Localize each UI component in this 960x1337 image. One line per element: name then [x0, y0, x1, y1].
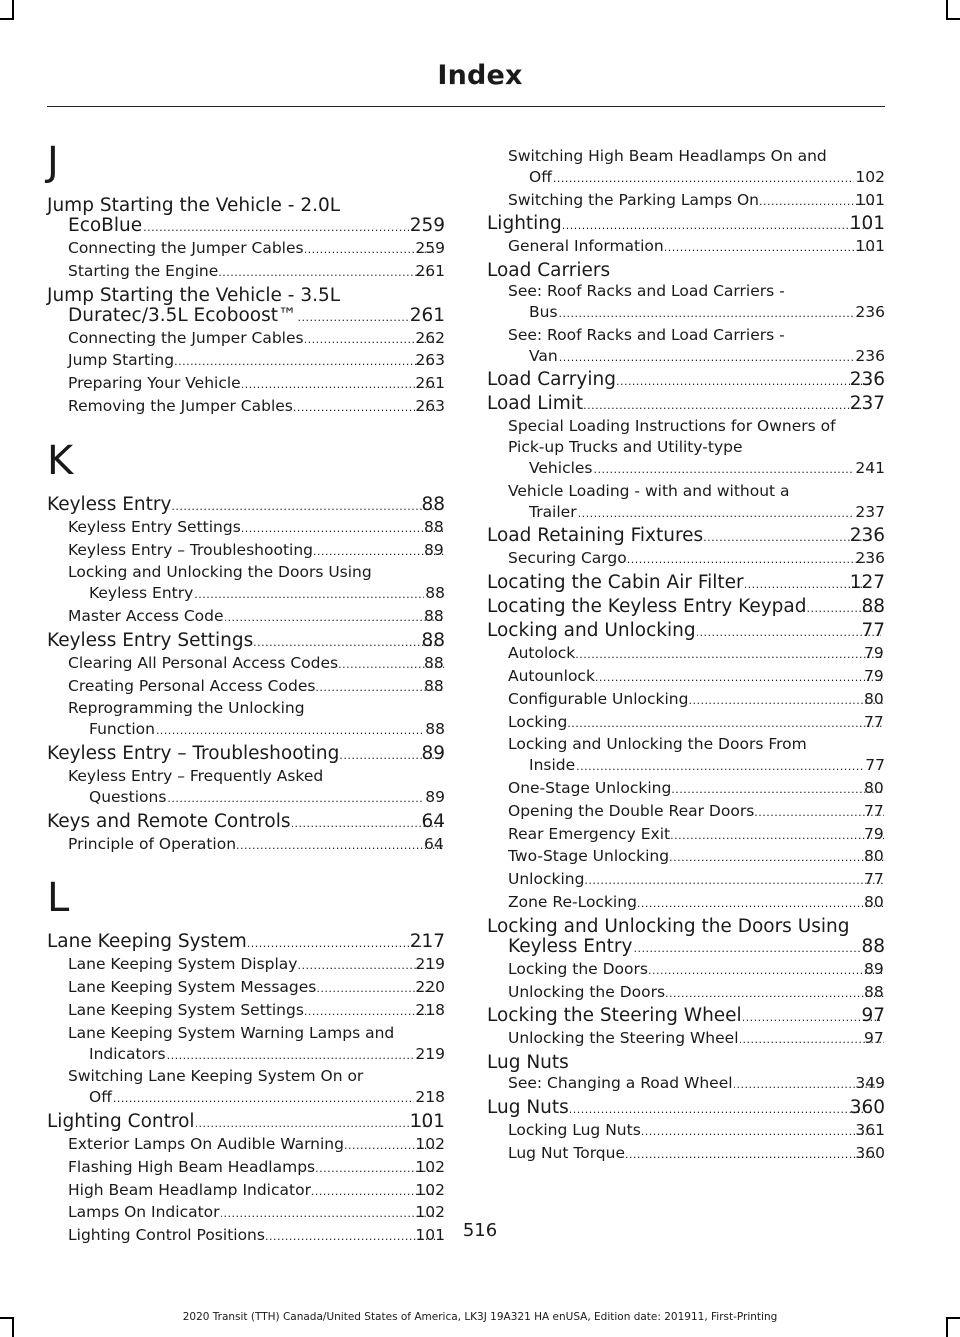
entry-text: Locking and Unlocking the Doors From — [508, 735, 807, 754]
entry-text: Special Loading Instructions for Owners of — [508, 417, 836, 436]
index-subentry — [47, 261, 445, 284]
index-subentry: Keyless Entry Settings ..... 88 — [47, 517, 445, 540]
index-entry — [487, 1053, 885, 1073]
section-letter: K — [47, 437, 74, 484]
leader-dots — [568, 712, 884, 735]
index-subentry — [487, 548, 885, 571]
page-ref: 236 — [855, 346, 885, 365]
entry-text: Locking Lug Nuts — [508, 1120, 641, 1139]
entry-text: Lighting Control Positions — [68, 1226, 265, 1245]
page-ref: 236 — [855, 549, 885, 568]
entry-text: Keyless Entry — [508, 935, 633, 957]
page-ref: 237 — [849, 393, 885, 415]
entry-text: Vehicles — [529, 458, 593, 477]
page-title: Index — [437, 60, 523, 91]
index-subentry: One-Stage Unlocking ..... 80 — [487, 778, 885, 801]
leader-dots — [672, 778, 884, 801]
page-ref: 261 — [415, 261, 445, 280]
leader-dots — [563, 214, 870, 236]
page-ref: 101 — [849, 213, 885, 235]
index-subentry: Unlocking the Steering Wheel ..... 97 — [487, 1028, 885, 1051]
page-ref: 101 — [855, 237, 885, 256]
leader-dots — [626, 1143, 875, 1166]
entry-text: Securing Cargo — [508, 549, 627, 568]
leader-dots — [553, 167, 855, 190]
page-ref: 88 — [421, 629, 445, 651]
leader-dots — [642, 1120, 876, 1143]
entry-text: Keyless Entry — [89, 584, 194, 603]
page-ref: 218 — [415, 1088, 445, 1107]
entry-text: Keyless Entry – Frequently Asked — [68, 766, 324, 785]
section-letter: L — [47, 875, 70, 922]
index-subentry: Clearing All Personal Access Codes ..... 88 — [47, 653, 445, 676]
entry-text: Questions — [89, 787, 167, 806]
leader-dots — [167, 787, 424, 810]
entry-text: Creating Personal Access Codes — [68, 676, 316, 695]
index-subentry — [47, 954, 445, 977]
index-entry — [47, 196, 445, 238]
index-subentry — [47, 1000, 445, 1023]
index-subentry: Principle of Operation ..... 64 — [47, 834, 445, 857]
page-ref: 236 — [849, 525, 885, 547]
leader-dots — [237, 834, 444, 857]
entry-text: Lighting Control — [47, 1110, 195, 1132]
index-subentry — [47, 373, 445, 396]
entry-text: Connecting the Jumper Cables — [68, 239, 304, 257]
page-ref: 102 — [415, 1180, 445, 1199]
entry-text: Locking — [508, 712, 568, 731]
entry-text: Connecting the Jumper Cables — [68, 328, 304, 347]
entry-text: Keyless Entry Settings — [68, 517, 241, 536]
leader-dots — [697, 621, 882, 643]
crop-mark-top-right-h — [946, 18, 960, 20]
index-entry — [487, 597, 885, 619]
page-ref: 263 — [415, 351, 445, 370]
entry-text: Unlocking the Steering Wheel — [508, 1029, 739, 1048]
edition-footer: 2020 Transit (TTH) Canada/United States of America, LK3J 19A321 HA enUSA, Edition date: 201911, First-Printing — [182, 1311, 778, 1323]
index-subentry: Two-Stage Unlocking ..... 80 — [487, 846, 885, 869]
entry-text: Function — [89, 720, 155, 739]
index-subentry — [47, 562, 445, 606]
entry-text: Inside — [529, 756, 576, 775]
index-entry — [47, 495, 445, 517]
entry-text: Keyless Entry – Troubleshooting — [47, 742, 340, 764]
entry-text: Locating the Cabin Air Filter — [487, 572, 744, 594]
entry-text: Opening the Double Rear Doors — [508, 801, 755, 820]
index-entry — [487, 573, 885, 595]
entry-text: Jump Starting the Vehicle - 2.0L — [47, 195, 341, 216]
page-ref: 89 — [421, 742, 445, 764]
entry-text: Starting the Engine — [68, 261, 219, 280]
entry-text: Reprogramming the Unlocking — [68, 699, 305, 718]
entry-text: Lug Nut Torque — [508, 1143, 625, 1162]
entry-text: Lane Keeping System Warning Lamps and — [68, 1023, 395, 1042]
leader-dots — [617, 370, 870, 392]
entry-text: Load Carrying — [487, 369, 616, 391]
index-subentry — [487, 734, 885, 778]
leader-dots — [740, 1028, 884, 1051]
entry-text: Bus — [529, 302, 558, 321]
section-letter: J — [47, 139, 59, 185]
index-entry — [487, 370, 885, 392]
index-subentry: Keyless Entry – Troubleshooting ..... 89 — [47, 540, 445, 563]
entry-text: Principle of Operation — [68, 834, 237, 853]
index-entry — [47, 744, 445, 766]
page-ref: 77 — [865, 756, 885, 775]
page-ref: 236 — [855, 302, 885, 321]
entry-text: Exterior Lamps On Audible Warning — [68, 1134, 344, 1153]
index-subentry: Autolock ..... 79 — [487, 643, 885, 666]
entry-text: Autolock — [508, 644, 576, 663]
entry-text: Load Limit — [487, 393, 584, 415]
leader-dots — [156, 719, 424, 742]
leader-dots — [254, 631, 441, 653]
entry-text: One-Stage Unlocking — [508, 778, 672, 797]
leader-dots — [734, 1073, 876, 1096]
index-subentry: Rear Emergency Exit ..... 79 — [487, 824, 885, 847]
page-ref: 237 — [855, 502, 885, 521]
entry-text: Load Retaining Fixtures — [487, 525, 704, 547]
page-ref: 127 — [849, 572, 885, 594]
leader-dots — [242, 373, 436, 396]
index-column-right — [487, 146, 885, 1166]
index-column-left — [47, 136, 445, 1248]
index-subentry — [487, 281, 885, 325]
entry-text: Switching Lane Keeping System On or — [68, 1067, 364, 1086]
leader-dots — [596, 666, 884, 689]
index-subentry: Master Access Code ..... 88 — [47, 606, 445, 629]
page-ref: 88 — [861, 596, 885, 618]
page-ref: 88 — [861, 935, 885, 957]
index-subentry: Opening the Double Rear Doors ..... 77 — [487, 801, 885, 824]
entry-text: Flashing High Beam Headlamps — [68, 1157, 316, 1176]
entry-text: Preparing Your Vehicle — [68, 374, 241, 393]
entry-text: Locating the Keyless Entry Keypad — [487, 596, 807, 618]
index-entry — [47, 1112, 445, 1134]
entry-text: Jump Starting the Vehicle - 3.5L — [47, 284, 341, 306]
page-ref: 360 — [849, 1096, 885, 1118]
index-subentry — [47, 766, 445, 810]
leader-dots — [559, 346, 855, 369]
page-ref: 101 — [415, 1226, 445, 1245]
index-entry — [47, 932, 445, 954]
entry-text: Keyless Entry Settings — [47, 629, 254, 651]
index-entry — [487, 917, 885, 959]
page-ref: 102 — [415, 1134, 445, 1153]
page-ref: 236 — [849, 369, 885, 391]
index-subentry — [47, 1023, 445, 1067]
entry-text: Unlocking — [508, 870, 585, 889]
leader-dots — [585, 869, 884, 892]
index-entry — [47, 286, 445, 328]
entry-text: General Information — [508, 237, 664, 256]
page-ref: 219 — [415, 955, 445, 974]
page-ref: 241 — [855, 458, 885, 477]
index-subentry — [47, 977, 445, 1000]
crop-mark-top-right — [946, 0, 948, 20]
entry-text: Clearing All Personal Access Codes — [68, 653, 339, 672]
page-ref: 217 — [409, 931, 445, 953]
entry-text: Locking and Unlocking the Doors Using — [487, 915, 850, 937]
leader-dots — [196, 1112, 430, 1134]
index-subentry — [487, 481, 885, 525]
index-subentry — [47, 396, 445, 419]
page-ref: 77 — [861, 620, 885, 642]
index-subentry — [487, 1120, 885, 1143]
page-ref: 88 — [425, 584, 445, 603]
entry-text: EcoBlue — [68, 215, 143, 236]
page-ref: 263 — [415, 396, 445, 415]
leader-dots — [292, 812, 442, 834]
page-ref: 259 — [409, 215, 445, 236]
index-entry — [47, 631, 445, 653]
entry-text: Lamps On Indicator — [68, 1203, 220, 1222]
index-subentry: Locking the Doors ..... 89 — [487, 959, 885, 982]
leader-dots — [670, 846, 884, 869]
index-subentry — [47, 1134, 445, 1157]
entry-text: Switching High Beam Headlamps On and — [508, 147, 827, 165]
entry-text: Keys and Remote Controls — [47, 810, 291, 832]
page-number: 516 — [462, 1220, 498, 1241]
index-subentry — [47, 328, 445, 351]
index-subentry: Unlocking the Doors ..... 88 — [487, 982, 885, 1005]
page-ref: 262 — [415, 328, 445, 347]
entry-text: Duratec/3.5L Ecoboost™ — [68, 304, 297, 326]
page-ref: 101 — [855, 190, 885, 209]
entry-text: Rear Emergency Exit — [508, 824, 671, 843]
leader-dots — [594, 458, 855, 481]
page-ref: 360 — [855, 1143, 885, 1162]
leader-dots — [194, 583, 424, 606]
index-subentry — [487, 325, 885, 369]
index-subentry: Creating Personal Access Codes ..... 88 — [47, 676, 445, 699]
crop-mark-top-left — [12, 0, 14, 20]
entry-text: Van — [529, 346, 558, 365]
leader-dots — [649, 959, 884, 982]
index-subentry — [47, 1157, 445, 1180]
index-subentry — [47, 350, 445, 373]
index-entry — [487, 621, 885, 643]
entry-text: Vehicle Loading - with and without a — [508, 481, 790, 500]
page-ref: 220 — [415, 978, 445, 997]
page-ref: 102 — [855, 167, 885, 186]
page-ref: 101 — [409, 1110, 445, 1132]
index-subentry: Zone Re-Locking ..... 80 — [487, 892, 885, 915]
page-ref: 102 — [415, 1157, 445, 1176]
leader-dots — [242, 517, 444, 540]
leader-dots — [298, 306, 409, 328]
entry-text: Trailer — [529, 502, 577, 521]
index-entry — [487, 394, 885, 416]
index-subentry — [47, 1066, 445, 1110]
entry-text: Locking the Steering Wheel — [487, 1005, 742, 1027]
page-ref: 349 — [855, 1074, 885, 1093]
entry-text: Load Carriers — [487, 260, 611, 282]
page-ref: 261 — [415, 374, 445, 393]
page-ref: 259 — [415, 239, 445, 257]
entry-text: Lug Nuts — [487, 1052, 569, 1074]
entry-text: Locking and Unlocking — [487, 620, 696, 642]
index-subentry — [487, 190, 885, 213]
leader-dots — [665, 236, 876, 259]
index-subentry — [487, 1073, 885, 1096]
page-ref: 88 — [425, 720, 445, 739]
header-divider — [47, 106, 885, 107]
leader-dots — [143, 216, 409, 238]
page-ref: 218 — [415, 1000, 445, 1019]
entry-text: Master Access Code — [68, 606, 224, 625]
entry-text: See: Roof Racks and Load Carriers - — [508, 325, 785, 344]
entry-text: Lane Keeping System — [47, 931, 247, 953]
leader-dots — [704, 526, 869, 548]
entry-text: Indicators — [89, 1044, 166, 1063]
leader-dots — [633, 937, 860, 959]
entry-text: High Beam Headlamp Indicator — [68, 1180, 311, 1199]
entry-text: Lane Keeping System Display — [68, 955, 298, 974]
leader-dots — [578, 502, 855, 525]
page-ref: 102 — [415, 1203, 445, 1222]
crop-mark-top-left-h — [0, 18, 14, 20]
leader-dots — [219, 261, 435, 284]
entry-text: Autounlock — [508, 666, 595, 685]
page-ref: 361 — [855, 1120, 885, 1139]
entry-text: Lane Keeping System Messages — [68, 978, 317, 997]
leader-dots — [689, 689, 884, 712]
page-ref: 89 — [425, 787, 445, 806]
index-subentry: Autounlock ..... 79 — [487, 666, 885, 689]
page-ref: 64 — [421, 810, 445, 832]
index-subentry — [47, 698, 445, 742]
index-entry — [47, 812, 445, 834]
entry-text: Keyless Entry – Troubleshooting — [68, 540, 313, 559]
entry-text: Switching the Parking Lamps On — [508, 190, 759, 209]
entry-text: Pick-up Trucks and Utility-type — [508, 438, 743, 457]
entry-text: See: Changing a Road Wheel — [508, 1074, 733, 1093]
entry-text: Zone Re-Locking — [508, 892, 637, 911]
leader-dots — [576, 643, 884, 666]
index-entry — [487, 261, 885, 281]
entry-text: Lane Keeping System Settings — [68, 1000, 304, 1019]
entry-text: Lighting — [487, 213, 562, 235]
entry-text: Configurable Unlocking — [508, 689, 689, 708]
entry-text: Locking the Doors — [508, 959, 648, 978]
leader-dots — [294, 396, 436, 419]
index-entry — [487, 1098, 885, 1120]
leader-dots — [570, 1098, 870, 1120]
index-subentry — [47, 238, 445, 261]
entry-text: Off — [89, 1088, 112, 1107]
page-ref: 97 — [861, 1005, 885, 1027]
leader-dots — [628, 548, 876, 571]
leader-dots — [248, 932, 430, 954]
leader-dots — [167, 1044, 415, 1067]
page-ref: 88 — [421, 493, 445, 515]
entry-text: Jump Starting — [68, 351, 175, 370]
leader-dots — [671, 824, 884, 847]
entry-text: Unlocking the Doors — [508, 982, 666, 1001]
index-subentry: Configurable Unlocking ..... 80 — [487, 689, 885, 712]
leader-dots — [576, 755, 864, 778]
leader-dots — [638, 892, 884, 915]
index-subentry: Locking ..... 77 — [487, 712, 885, 735]
page-ref: 261 — [409, 304, 445, 326]
entry-text: See: Roof Racks and Load Carriers - — [508, 282, 785, 301]
index-subentry — [47, 1180, 445, 1203]
leader-dots — [225, 606, 444, 629]
entry-text: Removing the Jumper Cables — [68, 396, 293, 415]
index-entry — [487, 214, 885, 236]
leader-dots — [584, 394, 870, 416]
leader-dots — [666, 982, 884, 1005]
index-subentry: Unlocking ..... 77 — [487, 869, 885, 892]
entry-text: Lug Nuts — [487, 1096, 569, 1118]
page-ref: 219 — [415, 1044, 445, 1063]
index-subentry — [487, 236, 885, 259]
index-subentry — [487, 1143, 885, 1166]
index-subentry — [487, 146, 885, 190]
index-subentry — [487, 416, 885, 480]
index-entry — [487, 526, 885, 548]
entry-text: Locking and Unlocking the Doors Using — [68, 563, 372, 582]
leader-dots — [559, 302, 855, 325]
entry-text: Keyless Entry — [47, 493, 172, 515]
leader-dots — [175, 350, 435, 373]
leader-dots — [113, 1087, 415, 1110]
leader-dots — [172, 495, 441, 517]
index-entry — [487, 1006, 885, 1028]
entry-text: Off — [529, 167, 552, 186]
entry-text: Two-Stage Unlocking — [508, 847, 670, 866]
